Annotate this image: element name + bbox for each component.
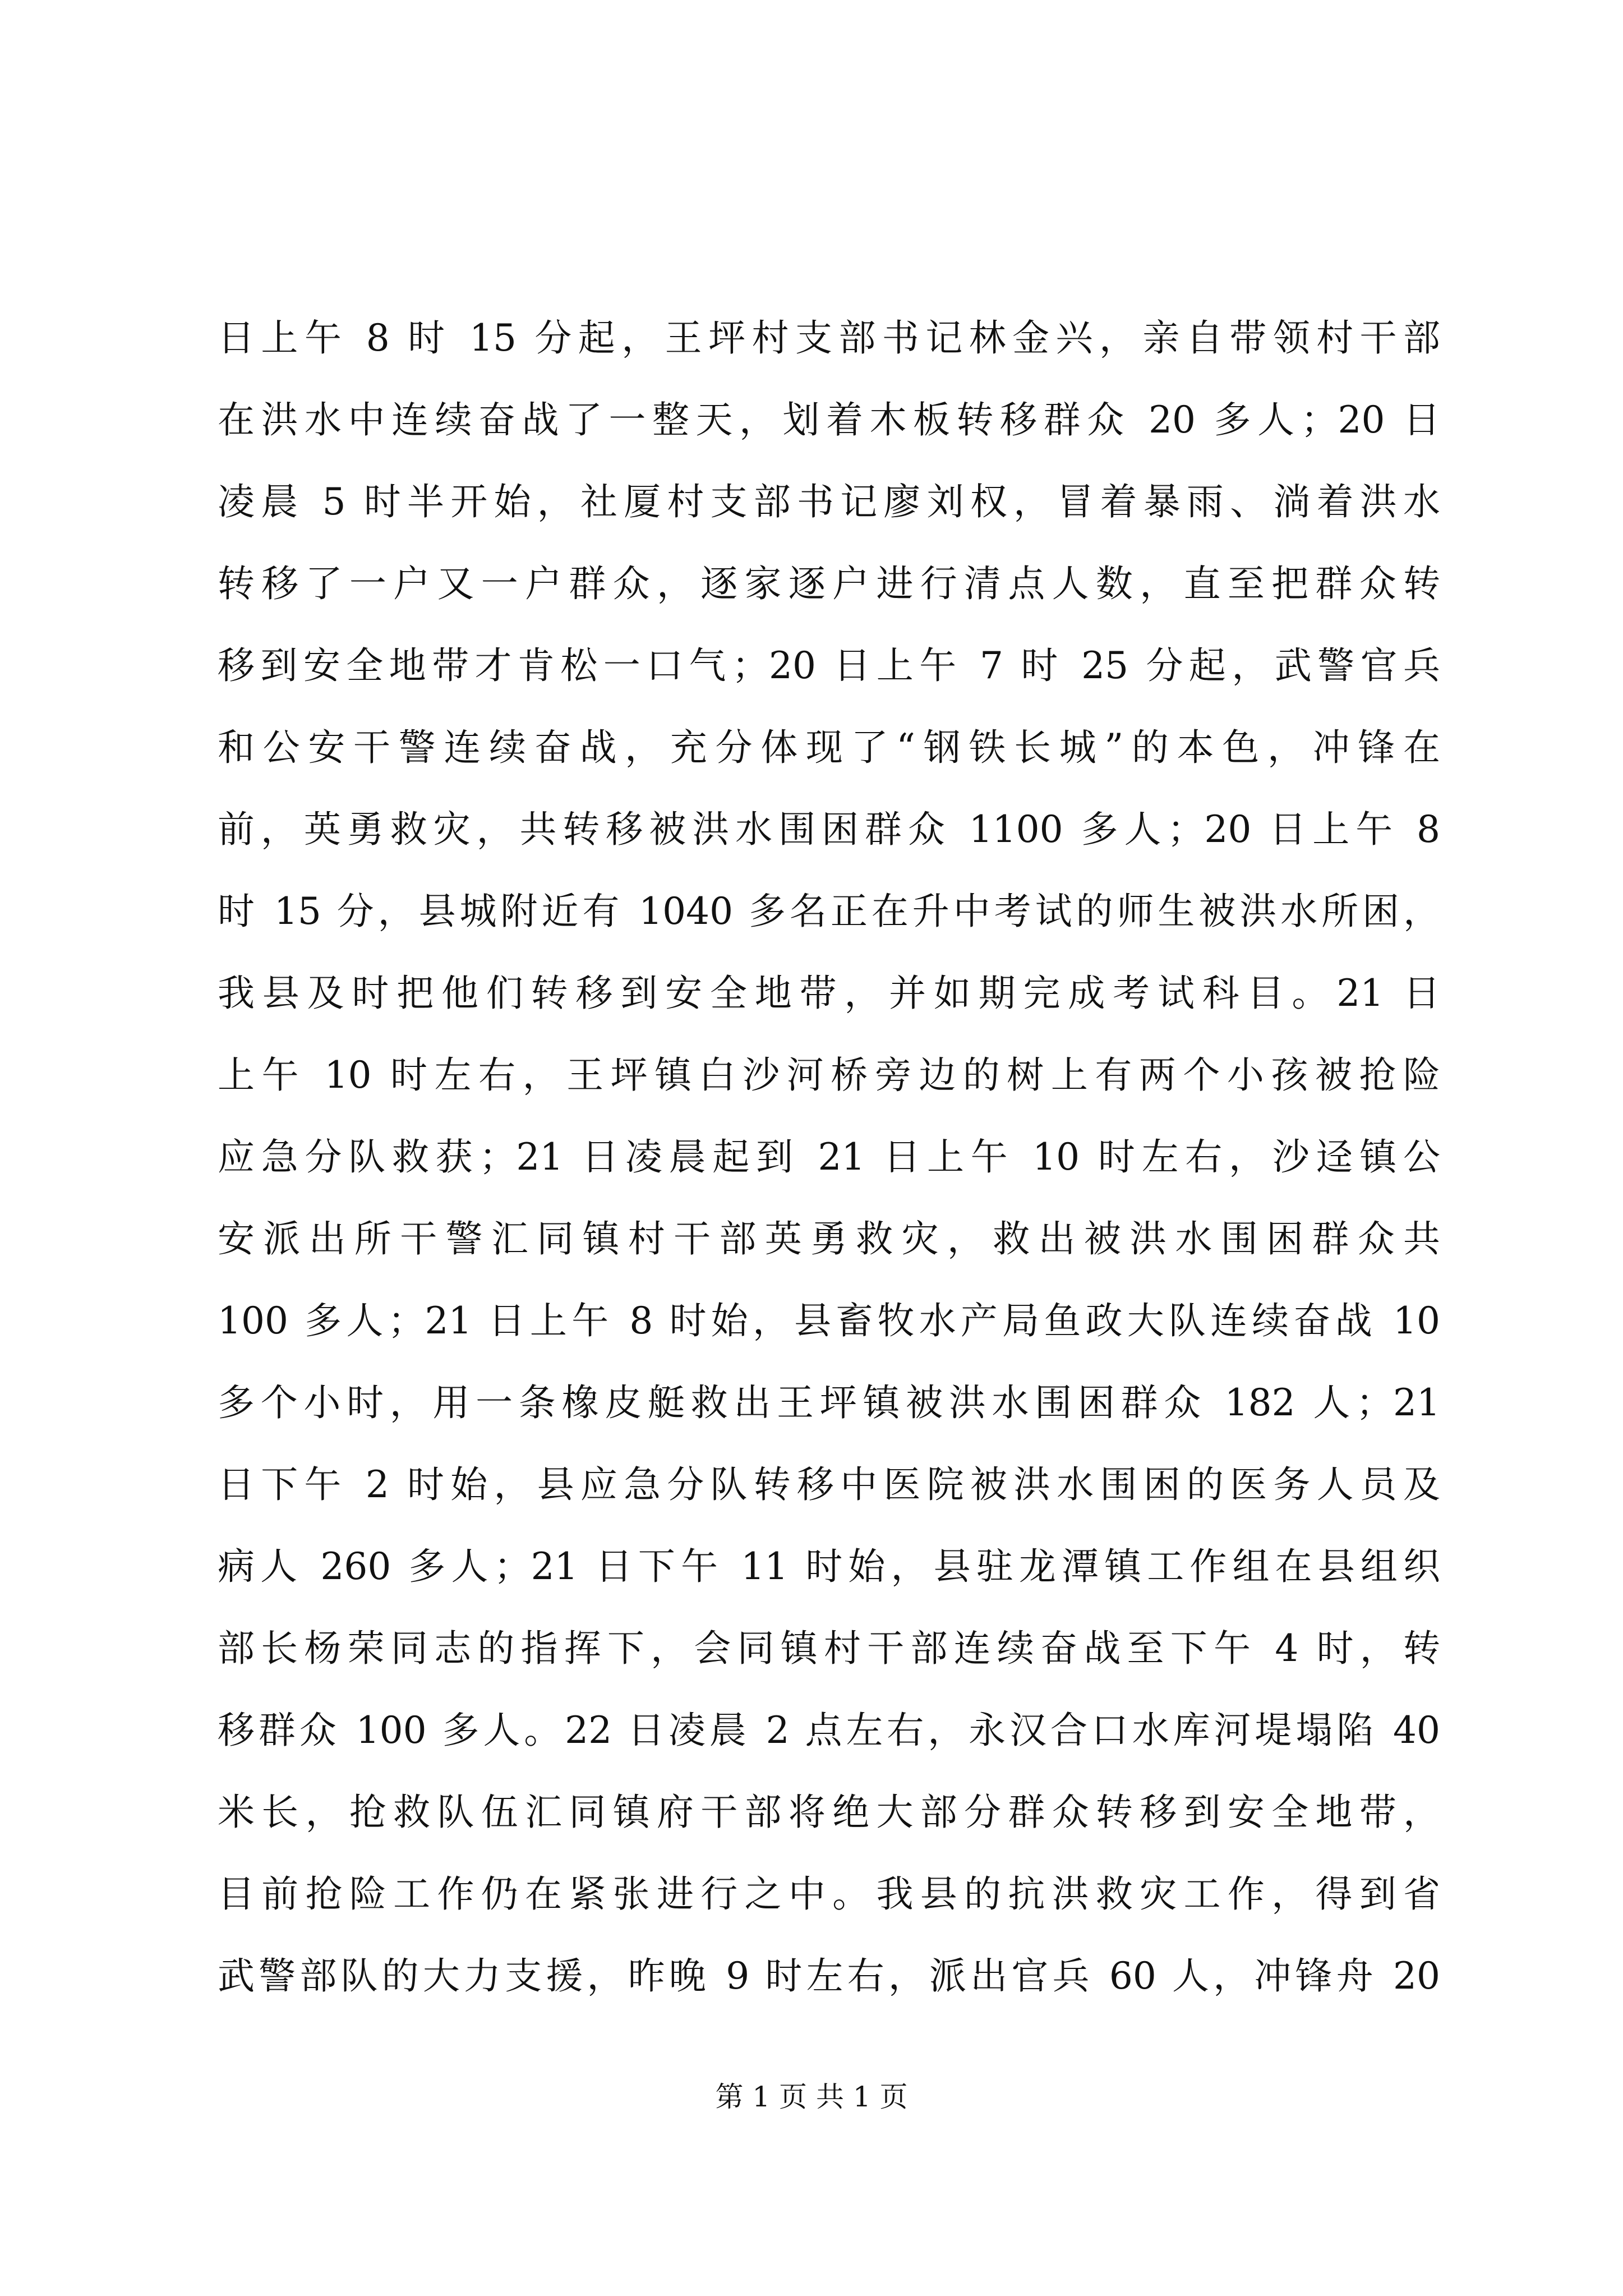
page-footer	[0, 2074, 1623, 2119]
text-line-4: 转移了一户又一户群众，逐家逐户进行清点人数，直至把群众转	[218, 562, 1440, 605]
text-line-13: 100 多人；21 日上午 8 时始，县畜牧水产局鱼政大队连续奋战 10	[218, 1299, 1440, 1342]
text-line-12: 安派出所干警汇同镇村干部英勇救灾，救出被洪水围困群众共	[218, 1217, 1440, 1260]
text-line-2: 在洪水中连续奋战了一整天，划着木板转移群众 20 多人；20 日	[218, 398, 1440, 441]
text-line-16: 病人 260 多人；21 日下午 11 时始，县驻龙潭镇工作组在县组织	[218, 1545, 1440, 1588]
text-line-11: 应急分队救获；21 日凌晨起到 21 日上午 10 时左右，沙迳镇公	[218, 1135, 1440, 1179]
text-line-10: 上午 10 时左右，王坪镇白沙河桥旁边的树上有两个小孩被抢险	[218, 1053, 1440, 1097]
text-line-18: 移群众 100 多人。22 日凌晨 2 点左右，永汉合口水库河堤塌陷 40	[218, 1709, 1440, 1752]
page-number-label: 第 1 页 共 1 页	[715, 2081, 908, 2113]
text-line-15: 日下午 2 时始，县应急分队转移中医院被洪水围困的医务人员及	[218, 1463, 1440, 1506]
body-text	[218, 297, 1440, 2017]
text-line-20: 目前抢险工作仍在紧张进行之中。我县的抗洪救灾工作，得到省	[218, 1872, 1440, 1916]
text-line-9: 我县及时把他们转移到安全地带，并如期完成考试科目。21 日	[218, 972, 1440, 1015]
text-line-5: 移到安全地带才肯松一口气；20 日上午 7 时 25 分起，武警官兵	[218, 644, 1440, 687]
text-line-3: 凌晨 5 时半开始，社厦村支部书记廖刘权，冒着暴雨、淌着洪水	[218, 480, 1440, 523]
text-line-21: 武警部队的大力支援，昨晚 9 时左右，派出官兵 60 人，冲锋舟 20	[218, 1954, 1440, 1998]
text-line-6: 和公安干警连续奋战，充分体现了“钢铁长城”的本色，冲锋在	[218, 726, 1440, 769]
text-line-14: 多个小时，用一条橡皮艇救出王坪镇被洪水围困群众 182 人；21	[218, 1381, 1440, 1424]
text-line-7: 前，英勇救灾，共转移被洪水围困群众 1100 多人；20 日上午 8	[218, 808, 1440, 851]
text-line-17: 部长杨荣同志的指挥下，会同镇村干部连续奋战至下午 4 时，转	[218, 1627, 1440, 1670]
text-line-8: 时 15 分，县城附近有 1040 多名正在升中考试的师生被洪水所困，	[218, 890, 1440, 933]
text-line-1: 日上午 8 时 15 分起，王坪村支部书记林金兴，亲自带领村干部	[218, 316, 1440, 360]
text-line-19: 米长，抢救队伍汇同镇府干部将绝大部分群众转移到安全地带，	[218, 1791, 1440, 1834]
